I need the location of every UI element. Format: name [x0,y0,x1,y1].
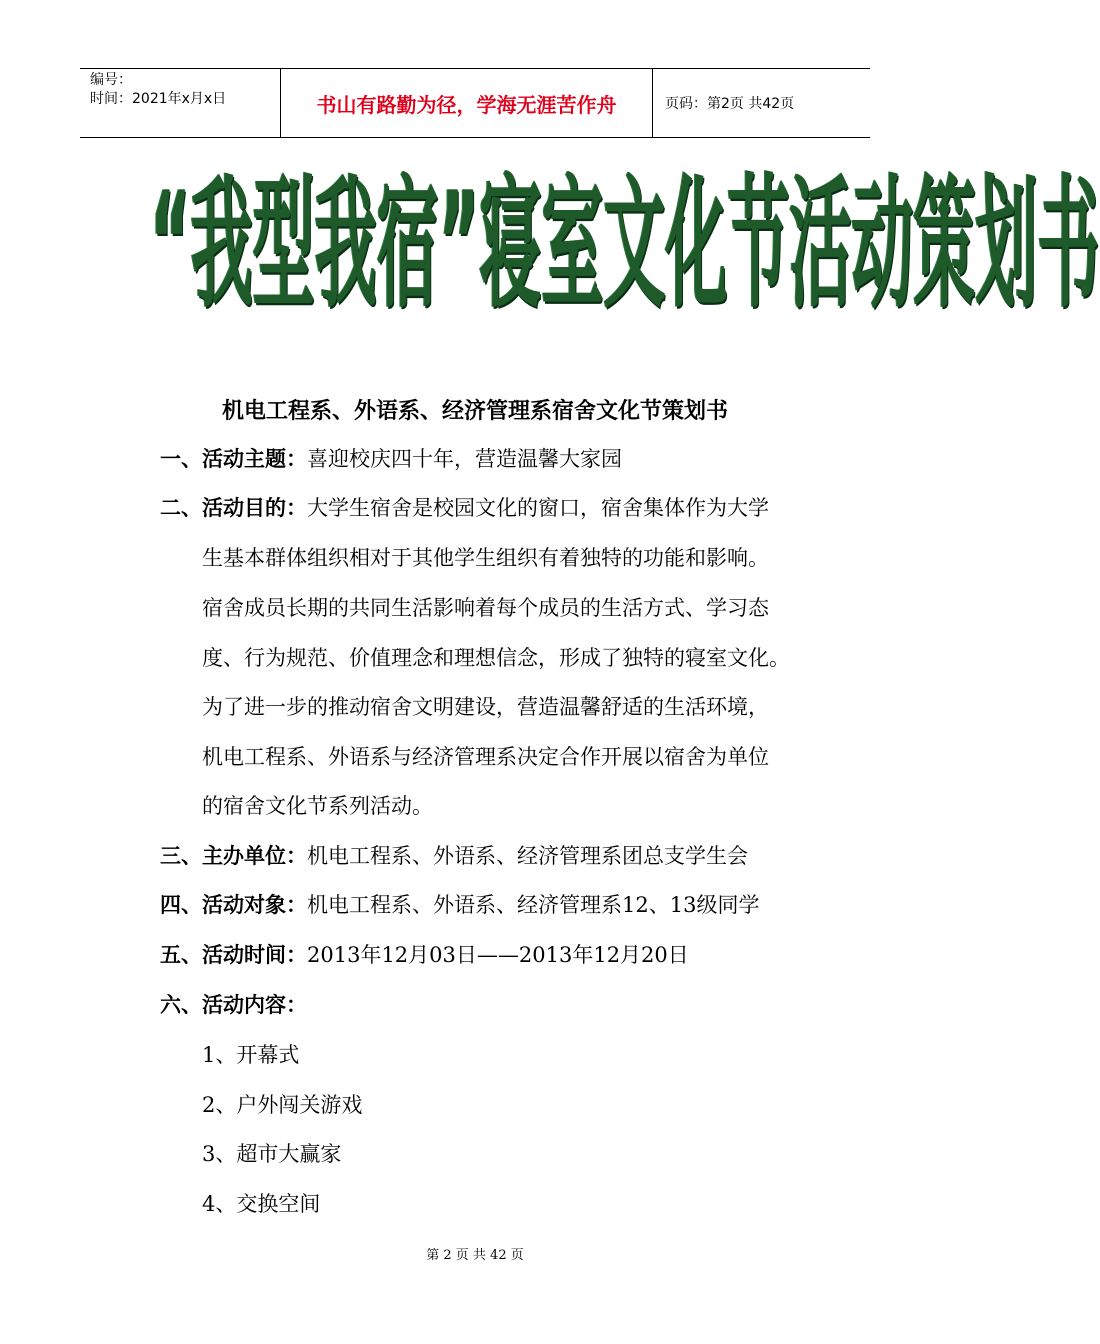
list-item: 2、户外闯关游戏 [202,1093,363,1117]
section-2-line-7: 的宿舍文化节系列活动。 [202,794,433,818]
document-title: “我型我宿”寝室文化节活动策划书 [150,159,1100,328]
section-2 [160,493,769,523]
number-label: 编号： [90,72,132,88]
section-2-line-6: 机电工程系、外语系与经济管理系决定合作开展以宿舍为单位 [202,745,769,769]
header-page-label: 页码：第2页 共42页 [665,96,795,112]
section-4-label: 四、活动对象： [160,892,307,917]
section-3 [160,841,748,871]
section-5 [160,940,689,970]
section-1-text: 喜迎校庆四十年，营造温馨大家园 [307,447,622,471]
section-3-label: 三、主办单位： [160,843,307,868]
section-1 [160,444,622,474]
section-2-line-5: 为了进一步的推动宿舍文明建设，营造温馨舒适的生活环境， [202,695,769,719]
section-2-line-4: 度、行为规范、价值理念和理想信念，形成了独特的寝室文化。 [202,646,790,670]
section-3-text: 机电工程系、外语系、经济管理系团总支学生会 [307,844,748,868]
section-4-text: 机电工程系、外语系、经济管理系12、13级同学 [307,893,760,917]
header-motto: 书山有路勤为径，学海无涯苦作舟 [280,69,653,137]
section-6-label: 六、活动内容： [160,992,307,1017]
section-2-line-2: 生基本群体组织相对于其他学生组织有着独特的功能和影响。 [202,546,769,570]
list-item: 1、开幕式 [202,1043,300,1067]
section-2-label: 二、活动目的： [160,495,307,520]
section-5-text: 2013年12月03日——2013年12月20日 [307,943,689,967]
section-1-label: 一、活动主题： [160,446,307,471]
section-5-label: 五、活动时间： [160,942,307,967]
section-2-line-3: 宿舍成员长期的共同生活影响着每个成员的生活方式、学习态 [202,596,769,620]
list-item: 4、交换空间 [202,1192,321,1216]
section-4 [160,890,759,920]
list-item: 3、超市大赢家 [202,1142,342,1166]
section-6 [160,990,307,1020]
page-footer: 第 2 页 共 42 页 [426,1248,524,1263]
section-2-line-1: 大学生宿舍是校园文化的窗口，宿舍集体作为大学 [307,496,769,520]
time-label: 时间：2021年x月x日 [90,91,227,107]
document-subtitle: 机电工程系、外语系、经济管理系宿舍文化节策划书 [221,398,728,424]
